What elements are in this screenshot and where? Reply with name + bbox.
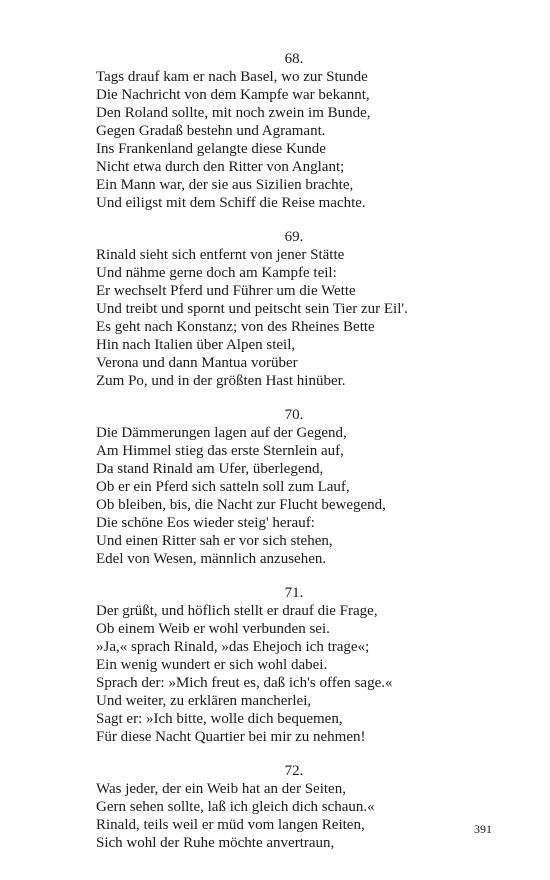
verse-line: Ins Frankenland gelangte diese Kunde: [96, 141, 326, 157]
verse-line: Er wechselt Pferd und Führer um die Wette: [96, 283, 356, 299]
verse-line: Ein Mann war, der sie aus Sizilien brachte,: [96, 177, 354, 193]
verse-line: Sprach der: »Mich freut es, daß ich's offen sage.«: [96, 675, 393, 691]
verse-line: Edel von Wesen, männlich anzusehen.: [96, 551, 327, 567]
verse-line: Den Roland sollte, mit noch zwein im Bunde,: [96, 105, 371, 121]
verse-line: Tags drauf kam er nach Basel, wo zur Stunde: [96, 69, 368, 85]
verse-line: Was jeder, der ein Weib hat an der Seiten,: [96, 781, 346, 797]
stanza-number: 70.: [284, 407, 304, 423]
verse-line: Und eiligst mit dem Schiff die Reise machte.: [96, 195, 366, 211]
verse-line: Die schöne Eos wieder steig' herauf:: [96, 515, 315, 531]
verse-line: Gegen Gradaß bestehn und Agramant.: [96, 123, 326, 139]
verse-line: Die Nachricht von dem Kampfe war bekannt,: [96, 87, 370, 103]
stanza-71: [96, 584, 476, 746]
verse-line: Verona und dann Mantua vorüber: [96, 355, 298, 371]
verse-line: Nicht etwa durch den Ritter von Anglant;: [96, 159, 345, 175]
verse-line: Rinald, teils weil er müd vom langen Reiten,: [96, 817, 365, 833]
stanza-68: [96, 50, 476, 212]
stanza-list: [96, 50, 476, 868]
stanza-72: [96, 762, 476, 852]
verse-line: Und einen Ritter sah er vor sich stehen,: [96, 533, 333, 549]
stanza-number: 72.: [284, 763, 304, 779]
page-number: 391: [474, 822, 492, 836]
verse-line: Ob er ein Pferd sich satteln soll zum Lauf,: [96, 479, 350, 495]
verse-line: Und nähme gerne doch am Kampfe teil:: [96, 265, 337, 281]
verse-line: Hin nach Italien über Alpen steil,: [96, 337, 296, 353]
verse-line: Die Dämmerungen lagen auf der Gegend,: [96, 425, 347, 441]
verse-line: Sagt er: »Ich bitte, wolle dich bequemen,: [96, 711, 343, 727]
verse-line: Ein wenig wundert er sich wohl dabei.: [96, 657, 328, 673]
verse-line: Gern sehen sollte, laß ich gleich dich schaun.«: [96, 799, 375, 815]
verse-line: Und treibt und spornt und peitscht sein Tier zur Eil'.: [96, 301, 408, 317]
verse-line: Am Himmel stieg das erste Sternlein auf,: [96, 443, 344, 459]
verse-line: Zum Po, und in der größten Hast hinüber.: [96, 373, 346, 389]
verse-line: Und weiter, zu erklären mancherlei,: [96, 693, 312, 709]
stanza-number: 71.: [284, 585, 304, 601]
verse-line: »Ja,« sprach Rinald, »das Ehejoch ich trage«;: [96, 639, 370, 655]
stanza-number: 68.: [284, 51, 304, 67]
verse-line: Der grüßt, und höflich stellt er drauf die Frage,: [96, 603, 378, 619]
verse-line: Ob bleiben, bis, die Nacht zur Flucht bewegend,: [96, 497, 386, 513]
stanza-number: 69.: [284, 229, 304, 245]
verse-line: Da stand Rinald am Ufer, überlegend,: [96, 461, 324, 477]
stanza-70: [96, 406, 476, 568]
verse-line: Rinald sieht sich entfernt von jener Stätte: [96, 247, 345, 263]
verse-line: Sich wohl der Ruhe möchte anvertraun,: [96, 835, 335, 851]
verse-line: Es geht nach Konstanz; von des Rheines Bette: [96, 319, 375, 335]
stanza-69: [96, 228, 476, 390]
verse-line: Ob einem Weib er wohl verbunden sei.: [96, 621, 330, 637]
verse-line: Für diese Nacht Quartier bei mir zu nehmen!: [96, 729, 366, 745]
